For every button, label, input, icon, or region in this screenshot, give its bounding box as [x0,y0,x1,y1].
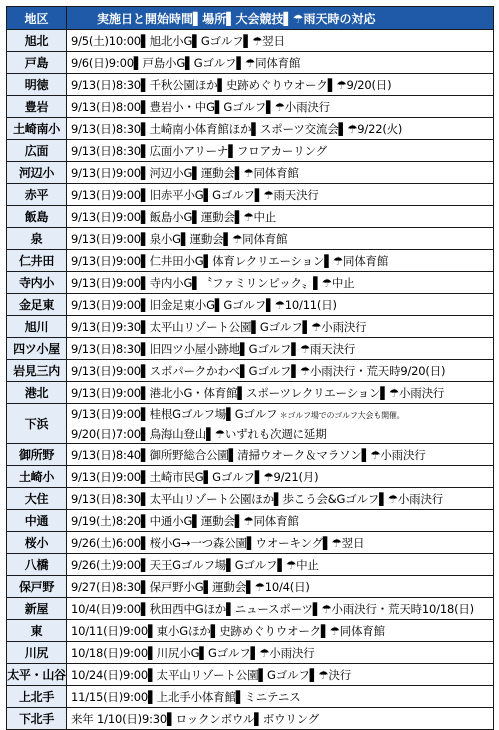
area-cell: 岩見三内 [7,360,67,382]
area-cell: 河辺小 [7,162,67,184]
table-row [7,52,494,74]
area-cell: 東 [7,620,67,642]
event-line [71,340,493,358]
event-cell [67,642,494,664]
event-line [71,468,493,486]
area-cell: 四ツ小屋 [7,338,67,360]
area-cell: 川尻 [7,642,67,664]
event-line [71,362,493,380]
event-cell [67,140,494,162]
area-cell: 上北手 [7,686,67,708]
event-line [71,666,493,684]
event-text: 9/13(日)9:00▌土崎市民G▌Gゴルフ▌☂9/21(月) [71,469,319,484]
area-cell: 太平・山谷 [7,664,67,686]
table-row [7,598,494,620]
event-cell [67,382,494,404]
table-row [7,444,494,466]
table-row [7,708,494,730]
event-text: 9/13(日)9:00▌旧赤平小G▌Gゴルフ▌☂雨天決行 [71,187,319,202]
event-line [71,556,493,574]
event-cell [67,554,494,576]
event-text: 9/13(日)9:00▌桂根Gゴルフ場▌Gゴルフ [71,406,278,421]
event-note: ＊ゴルフ場でのゴルフ大会も開催。 [277,410,405,420]
event-cell [67,488,494,510]
area-cell: 中通 [7,510,67,532]
event-line [71,534,493,552]
event-text: 9/13(日)9:00▌飯島小G▌運動会▌☂中止 [71,209,277,224]
table-row [7,404,494,444]
event-cell [67,184,494,206]
event-line [71,622,493,640]
table-header-row [7,7,494,30]
event-line [71,688,493,706]
event-cell [67,360,494,382]
event-cell [67,708,494,730]
table-row [7,250,494,272]
area-cell: 土崎南小 [7,118,67,140]
event-line [71,208,493,226]
event-line [71,405,493,425]
area-cell: 土崎小 [7,466,67,488]
event-line [71,98,493,116]
event-text: 10/4(日)9:00▌秋田西中Gほか▌ニュースポーツ▌☂小雨決行・荒天時10/18(日) [71,601,474,616]
event-cell [67,96,494,118]
area-cell: 桜小 [7,532,67,554]
event-line [71,54,493,72]
area-cell: 戸島 [7,52,67,74]
event-cell [67,576,494,598]
event-line [71,186,493,204]
event-text: 9/13(日)9:00▌仁井田小G▌体育レクリエーション▌☂同体育館 [71,253,389,268]
event-line [71,446,493,464]
event-cell [67,118,494,140]
table-row [7,162,494,184]
event-cell [67,620,494,642]
schedule-table-container [6,6,493,730]
event-cell [67,404,494,444]
event-text: 10/11(日)9:00▌東小Gほか▌史跡めぐりウオーク▌☂同体育館 [71,623,385,638]
area-cell: 大住 [7,488,67,510]
event-text: 9/13(日)9:00▌泉小G▌運動会▌☂同体育館 [71,231,288,246]
event-text: 10/18(日)9:00▌川尻小G▌Gゴルフ▌☂小雨決行 [71,645,315,660]
event-line [71,76,493,94]
event-cell [67,52,494,74]
area-cell: 赤平 [7,184,67,206]
area-cell: 新屋 [7,598,67,620]
event-text: 9/13(日)8:30▌旧四ツ小屋小跡地▌Gゴルフ▌☂雨天決行 [71,341,356,356]
area-cell: 下北手 [7,708,67,730]
event-text: 9/13(日)8:00▌豊岩小・中G▌Gゴルフ▌☂小雨決行 [71,99,330,114]
event-line [71,710,493,728]
schedule-table [6,6,494,730]
event-cell [67,686,494,708]
table-row [7,532,494,554]
event-cell [67,228,494,250]
table-row [7,488,494,510]
table-row [7,686,494,708]
table-row [7,184,494,206]
area-cell: 保戸野 [7,576,67,598]
header-main: 実施日と開始時間▌場所▌大会競技▌☂雨天時の対応 [67,7,494,30]
event-line [71,32,493,50]
event-text: 9/13(日)9:00▌旧金足東小G▌Gゴルフ▌☂10/11(日) [71,297,337,312]
table-row [7,664,494,686]
table-row [7,30,494,52]
event-text: 10/24(日)9:00▌太平山リゾート公園▌Gゴルフ▌☂決行 [71,667,351,682]
table-row [7,620,494,642]
event-cell [67,444,494,466]
area-cell: 明徳 [7,74,67,96]
event-text: 9/26(土)9:00▌天王Gゴルフ場▌Gゴルフ▌☂中止 [71,557,319,572]
event-line [71,296,493,314]
event-cell [67,532,494,554]
area-cell: 広面 [7,140,67,162]
event-cell [67,466,494,488]
area-cell: 飯島 [7,206,67,228]
table-row [7,96,494,118]
event-line [71,425,493,443]
event-line [71,644,493,662]
table-row [7,510,494,532]
event-cell [67,206,494,228]
table-row [7,554,494,576]
event-text: 9/13(日)8:30▌広面小アリーナ▌フロアカーリング [71,143,327,158]
event-cell [67,510,494,532]
event-text: 9/5(土)10:00▌旭北小G▌Gゴルフ▌☂翌日 [71,33,285,48]
area-cell: 金足東 [7,294,67,316]
event-text: 来年 1/10(日)9:30▌ロックンボウル▌ボウリング [71,711,320,726]
event-cell [67,250,494,272]
event-text: 9/13(日)8:30▌太平山リゾート公園ほか▌歩こう会&Gゴルフ▌☂小雨決行 [71,491,444,506]
area-cell: 御所野 [7,444,67,466]
event-cell [67,316,494,338]
area-cell: 寺内小 [7,272,67,294]
event-line [71,384,493,402]
event-line [71,120,493,138]
table-row [7,74,494,96]
event-text: 9/27(日)8:30▌保戸野小G▌運動会▌☂10/4(日) [71,579,310,594]
table-row [7,338,494,360]
table-row [7,294,494,316]
table-row [7,360,494,382]
event-text: 9/20(日)7:00▌鳥海山登山▌☂いずれも次週に延期 [71,426,327,441]
event-line [71,512,493,530]
area-cell: 下浜 [7,404,67,444]
event-line [71,318,493,336]
table-row [7,466,494,488]
area-cell: 豊岩 [7,96,67,118]
event-cell [67,162,494,184]
table-row [7,576,494,598]
table-row [7,382,494,404]
area-cell: 仁井田 [7,250,67,272]
event-text: 9/19(土)8:20▌中通小G▌運動会▌☂同体育館 [71,513,299,528]
header-area: 地区 [7,7,67,30]
event-cell [67,664,494,686]
event-cell [67,30,494,52]
event-text: 9/26(土)6:00▌桜小G→一つ森公園▌ウオーキング▌☂翌日 [71,535,365,550]
event-line [71,274,493,292]
event-line [71,252,493,270]
event-text: 9/13(日)8:30▌千秋公園ほか▌史跡めぐりウオーク▌☂9/20(日) [71,77,392,92]
table-row [7,272,494,294]
event-line [71,600,493,618]
table-body [7,30,494,730]
event-cell [67,338,494,360]
event-text: 9/6(日)9:00▌戸島小G▌Gゴルフ▌☂同体育館 [71,55,301,70]
event-line [71,490,493,508]
event-text: 9/13(日)9:00▌寺内小G▌〝ファミリンピック〟▌☂中止 [71,275,355,290]
event-text: 9/13(日)8:40▌御所野総合公園▌清掃ウオーク＆マラソン▌☂小雨決行 [71,447,426,462]
table-row [7,118,494,140]
event-cell [67,598,494,620]
event-line [71,230,493,248]
event-text: 9/13(日)9:00▌港北小G・体育館▌スポーツレクリエーション▌☂小雨決行 [71,385,445,400]
event-line [71,142,493,160]
area-cell: 港北 [7,382,67,404]
table-row [7,140,494,162]
event-text: 11/15(日)9:00▌上北手小体育館▌ミニテニス [71,689,301,704]
event-line [71,578,493,596]
event-text: 9/13(日)8:30▌土崎南小体育館ほか▌スポーツ交流会▌☂9/22(火) [71,121,403,136]
event-text: 9/13(日)9:00▌河辺小G▌運動会▌☂同体育館 [71,165,299,180]
table-row [7,206,494,228]
event-cell [67,272,494,294]
table-row [7,642,494,664]
table-row [7,316,494,338]
area-cell: 旭北 [7,30,67,52]
event-text: 9/13(日)9:00▌スポパークかわべ▌Gゴルフ▌☂小雨決行・荒天時9/20(日) [71,363,446,378]
event-text: 9/13(日)9:30▌太平山リゾート公園▌Gゴルフ▌☂小雨決行 [71,319,367,334]
area-cell: 八橋 [7,554,67,576]
event-cell [67,74,494,96]
area-cell: 旭川 [7,316,67,338]
table-row [7,228,494,250]
event-cell [67,294,494,316]
event-line [71,164,493,182]
area-cell: 泉 [7,228,67,250]
